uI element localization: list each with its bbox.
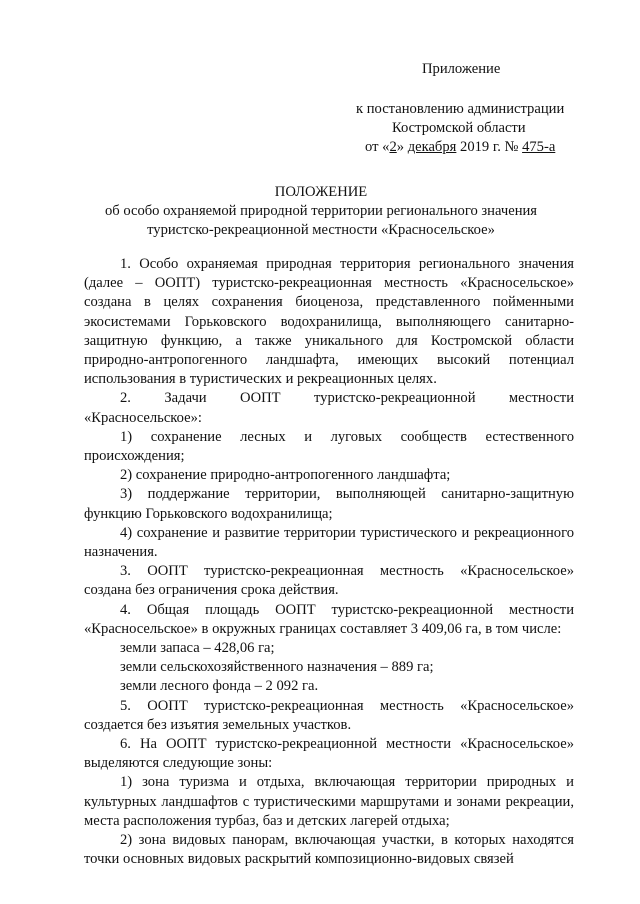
- paragraph: 5. ООПТ туристско-рекреационная местность «Красносельское» создается без изъятия земельных участков.: [84, 697, 574, 733]
- list-item: земли запаса – 428,06 га;: [120, 640, 275, 657]
- paragraph: 2. Задачи ООПТ туристско-рекреационной местности «Красносельское»:: [84, 390, 574, 426]
- title-line-1: ПОЛОЖЕНИЕ: [274, 184, 368, 200]
- date-prefix: от «: [365, 139, 390, 155]
- paragraph: 1. Особо охраняемая природная территория регионального значения (далее – ООПТ) туристско-рекреационная местность «Красносельское» создана в целях сохранения биоценоза, представленного пойменными экосистемами Горьковского водохранилища, выполняющего санитарно-защитную функцию, а также уникального для Костромской области природно-антропогенного ландшафта, имеющих высокий потенциал использования в туристических и рекреационных целях.: [84, 256, 574, 388]
- resolution-line: к постановлению администрации: [356, 101, 565, 117]
- document-body: [84, 255, 574, 870]
- list-item: 2) зона видовых панорам, включающая участки, в которых находятся точки основных видовых раскрытий композиционно-видовых связей: [84, 832, 574, 868]
- date-number-line: [365, 138, 555, 157]
- list-item: 4) сохранение и развитие территории туристического и рекреационного назначения.: [84, 524, 574, 561]
- title-line-2: об особо охраняемой природной территории регионального значения: [104, 203, 538, 219]
- list-item: земли лесного фонда – 2 092 га.: [120, 678, 319, 695]
- paragraph: 3. ООПТ туристско-рекреационная местность «Красносельское» создана без ограничения срока действия.: [84, 563, 574, 599]
- title-line-3: туристско-рекреационной местности «Красносельское»: [147, 222, 495, 238]
- appendix-label: Приложение: [422, 61, 501, 77]
- date-day-suffix: »: [396, 139, 408, 155]
- paragraph: 6. На ООПТ туристско-рекреационной местности «Красносельское» выделяются следующие зоны:: [84, 736, 574, 772]
- list-item: 3) поддержание территории, выполняющей санитарно-защитную функцию Горьковского водохранилища;: [84, 486, 574, 522]
- document-title: [60, 183, 582, 240]
- list-item: 2) сохранение природно-антропогенного ландшафта;: [120, 467, 451, 484]
- date-month: декабря: [407, 139, 457, 155]
- region-line: Костромской области: [392, 120, 526, 136]
- resolution-number: 475-а: [522, 139, 556, 155]
- paragraph: 4. Общая площадь ООПТ туристско-рекреационной местности «Красносельское» в окружных границах составляет 3 409,06 га, в том числе:: [84, 601, 574, 637]
- list-item: 1) сохранение лесных и луговых сообществ естественного происхождения;: [84, 428, 574, 465]
- date-year: 2019 г. №: [456, 139, 523, 155]
- date-day: 2: [389, 139, 397, 155]
- list-item: 1) зона туризма и отдыха, включающая территории природных и культурных ландшафтов с туристическими маршрутами и зонами рекреации, места расположения турбаз, баз и детских лагерей отдыха;: [84, 774, 574, 829]
- list-item: земли сельскохозяйственного назначения – 889 га;: [120, 659, 434, 676]
